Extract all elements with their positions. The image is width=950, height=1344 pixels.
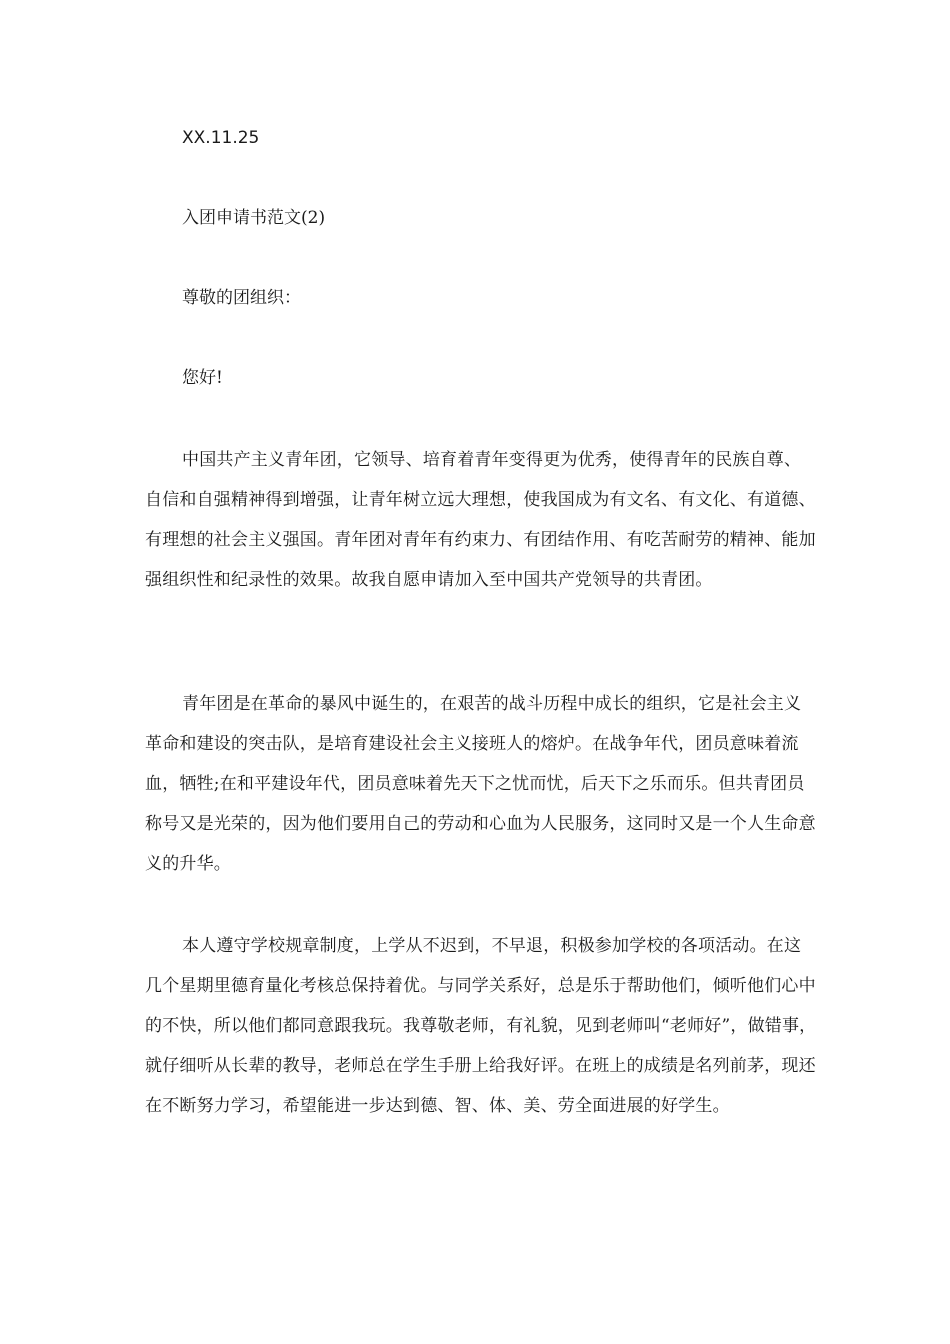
paragraph-3: 本人遵守学校规章制度，上学从不迟到，不早退，积极参加学校的各项活动。在这几个星期里德育量化考核总保持着优。与同学关系好，总是乐于帮助他们，倾听他们心中的不快，所以他们都同意跟我玩。我尊敬老师，有礼貌，见到老师叫“老师好”，做错事，就仔细听从长辈的教导，老师总在学生手册上给我好评。在班上的成绩是名列前茅，现还在不断努力学习，希望能进一步达到德、智、体、美、劳全面进展的好学生。 <box>145 936 817 1116</box>
paragraph-1: 中国共产主义青年团，它领导、培育着青年变得更为优秀，使得青年的民族自尊、自信和自强精神得到增强，让青年树立远大理想，使我国成为有文名、有文化、有道德、有理想的社会主义强国。青年团对青年有约束力、有团结作用、有吃苦耐劳的精神、能加强组织性和纪录性的效果。故我自愿申请加入至中国共产党领导的共青团。 <box>145 450 816 590</box>
salutation: 尊敬的团组织： <box>182 288 301 308</box>
document-title: 入团申请书范文(2) <box>182 208 326 228</box>
greeting: 您好! <box>182 368 223 388</box>
document-date: XX.11.25 <box>182 128 260 148</box>
paragraph-2: 青年团是在革命的暴风中诞生的，在艰苦的战斗历程中成长的组织，它是社会主义革命和建设的突击队，是培育建设社会主义接班人的熔炉。在战争年代，团员意味着流血，牺牲;在和平建设年代，团员意味着先天下之忧而忧，后天下之乐而乐。但共青团员称号又是光荣的，因为他们要用自己的劳动和心血为人民服务，这同时又是一个人生命意义的升华。 <box>145 694 816 874</box>
